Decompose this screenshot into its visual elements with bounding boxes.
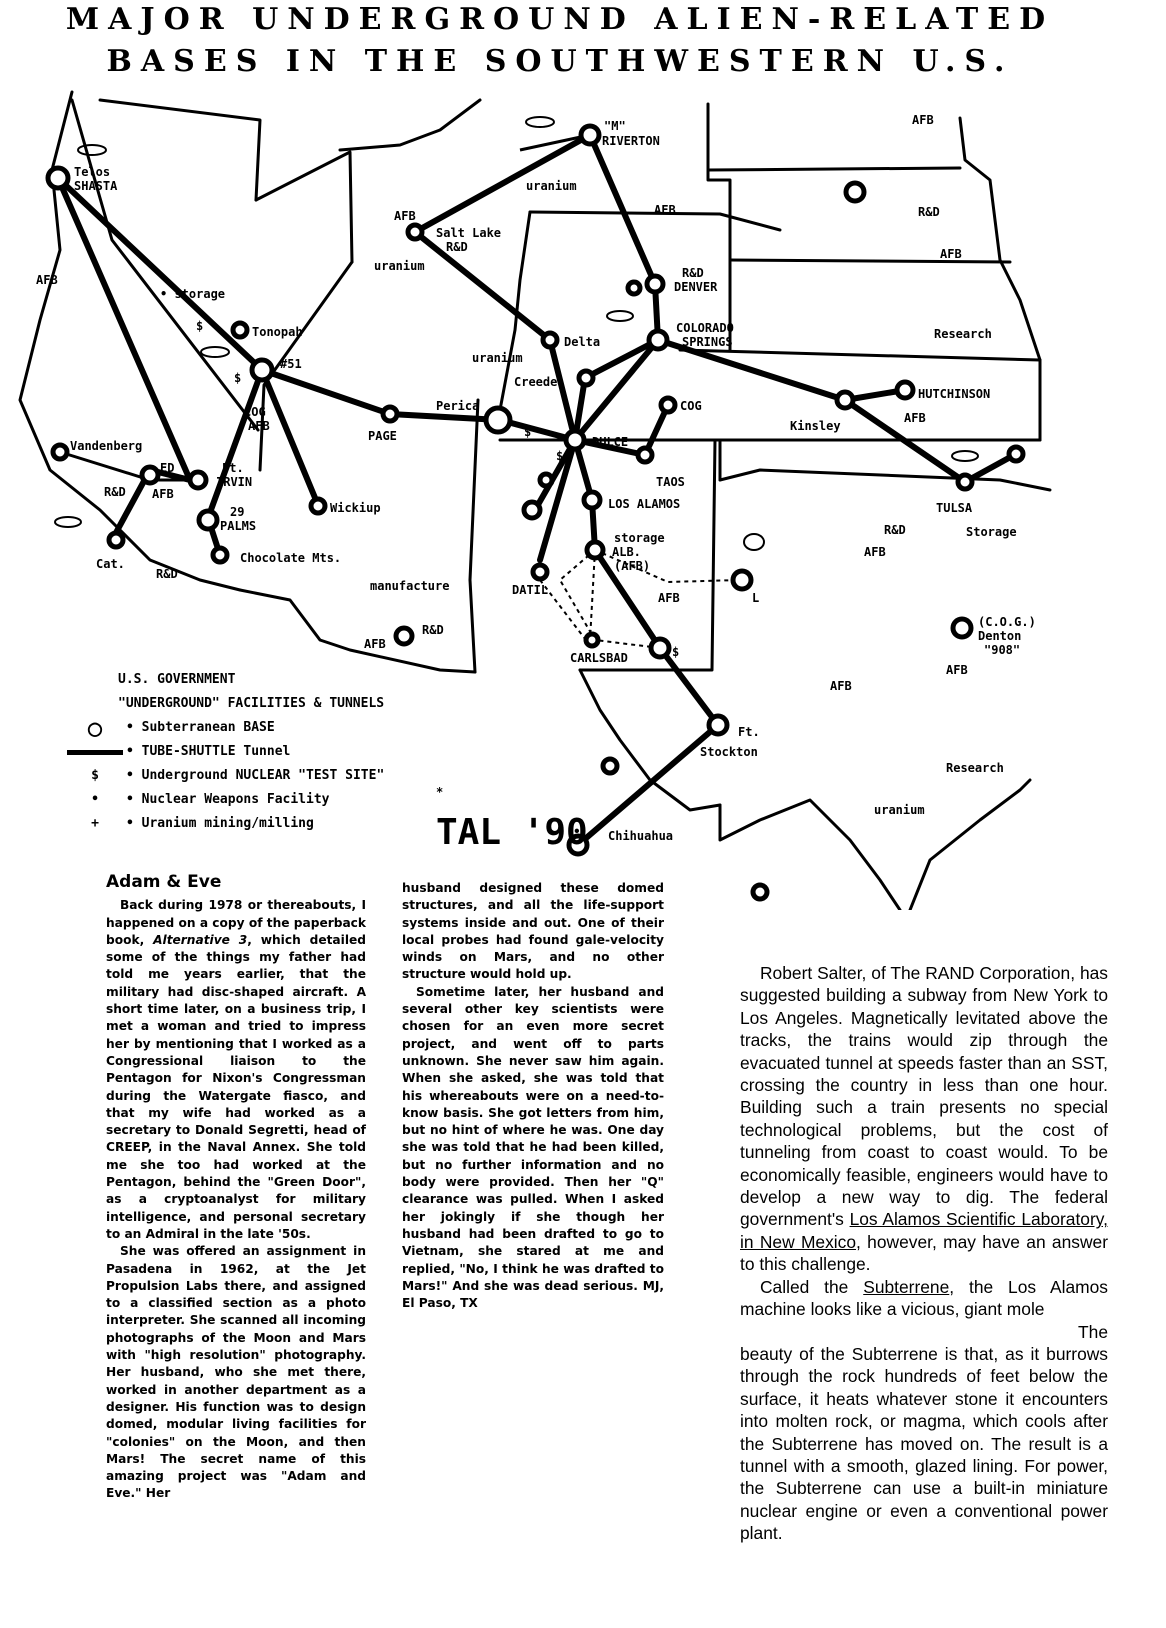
map-label: DENVER: [674, 280, 718, 294]
letter-column-1: [106, 874, 366, 1503]
map-label: DATIL: [512, 583, 549, 597]
letter-paragraph: husband designed these domed structures, and all the life-support systems inside and out. One of their local probes had found gale-velocity winds on Mars, and no other structure would hold up.: [402, 881, 664, 982]
los-alamos-link: Los Alamos Scientific Laboratory, in New Mexico: [740, 1209, 1108, 1252]
map-label: AFB: [940, 247, 962, 261]
map-label: L: [752, 591, 760, 605]
map-label: R&D: [884, 523, 906, 537]
map-label: uranium: [472, 351, 523, 365]
map-label: Ft.: [738, 725, 760, 739]
map-label: SPRINGS: [682, 335, 733, 349]
map-label: (AFB): [614, 559, 651, 573]
map-label: uranium: [526, 179, 577, 193]
map-label: #51: [280, 357, 302, 371]
tunnel-line-icon: [64, 750, 126, 755]
legend-item: [64, 812, 384, 836]
map-label: Research: [946, 761, 1004, 775]
map-label: AFB: [864, 545, 886, 559]
map-legend: [64, 668, 384, 836]
map-label: IRVIN: [216, 475, 253, 489]
map-label: RIVERTON: [602, 134, 660, 148]
map-label: Delta: [564, 335, 601, 349]
map-label: CARLSBAD: [570, 651, 628, 665]
legend-item-label: • Underground NUCLEAR "TEST SITE": [126, 768, 385, 783]
map-label: AFB: [36, 273, 58, 287]
letter-paragraph: Back during 1978 or thereabouts, I happened on a copy of the paperback book, Alternative 3, which detailed some of the things my father had told me years earlier, that the military had disc-shaped aircraft. A short time later, on a business trip, I met a woman and tried to impress her by mentioning that I worked as a Congressional liaison to the Pentagon for Nixon's Congressman during the Watergate fiasco, and that my wife had worked as a secretary to Donald Segretti, head of CREEP, in the Naval Annex. She told me she too had worked at the Pentagon, behind the "Green Door", as a cryptoanalyst for military intelligence, and personal secretary to an Admiral in the late '50s.: [106, 898, 366, 1241]
map-label: LOS ALAMOS: [608, 497, 681, 511]
map-label: PALMS: [220, 519, 257, 533]
legend-item-label: • Nuclear Weapons Facility: [126, 792, 330, 807]
letter-heading: Adam & Eve: [106, 872, 222, 892]
map-label: COLORADO: [676, 321, 734, 335]
nuclear-test-site-icon: $: [234, 371, 242, 385]
map-label: DULCE: [592, 435, 629, 449]
map-label: R&D: [446, 240, 468, 254]
map-label: AFB: [658, 591, 680, 605]
map-label: TAOS: [656, 475, 685, 489]
map-label: AFB: [912, 113, 934, 127]
letter-column-2: [402, 880, 664, 1312]
map-label: R&D: [422, 623, 444, 637]
map-label: Creede: [514, 375, 558, 389]
map-label: • storage: [160, 287, 226, 301]
map-label: uranium: [874, 803, 925, 817]
map-label: SHASTA: [74, 179, 118, 193]
article-paragraph: The: [1078, 1321, 1108, 1342]
map-label: uranium: [374, 259, 425, 273]
map-label: "908": [984, 643, 1021, 657]
map-label: Storage: [966, 525, 1017, 539]
map-label: ED: [160, 461, 175, 475]
map-label: AFB: [394, 209, 416, 223]
article-paragraph: Robert Salter, of The RAND Corporation, has suggested building a subway from New York to Los Angeles. Magnetically levitated above the tracks, the trains would zip through the evacuated tunnel at speeds faster than an SST, crossing the country in less than one hour. Building such a train presents no special technological problems, but the cost of tunneling from coast to coast would. To be economically feasible, engineers would have to develop a new way to dig. The federal government's Los Alamos Scientific Laboratory, in New Mexico, however, may have an answer to this challenge.: [740, 963, 1108, 1275]
legend-item-label: • Uranium mining/milling: [126, 816, 314, 831]
map-label: storage: [614, 531, 665, 545]
article-paragraph: beauty of the Subterrene is that, as it burrows through the rock hundreds of feet below the surface, it heats whatever stone it encounters into molten rock, or magma, which cools after the Subterrene has moved on. The result is a tunnel with a smooth, glazed lining. For power, the Subterrene can use a built-in miniature nuclear engine or even a conventional power plant.: [740, 1343, 1108, 1544]
map-label: R&D: [104, 485, 126, 499]
letter-paragraph: She was offered an assignment in Pasadena in 1962, at the Jet Propulsion Labs there, and assigned to a classified section as a photo interpreter. She scanned all incoming photographs of the Moon and Mars with "high resolution" photography. Her husband, who she met there, worked in another department as a designer. His function was to design domed, modular living facilities for "colonies" on the Moon, and then Mars! The secret name of this amazing project was "Adam and Eve." Her: [106, 1244, 366, 1501]
map-label: Wickiup: [330, 501, 381, 515]
legend-title: U.S. GOVERNMENT: [118, 672, 236, 687]
map-label: TULSA: [936, 501, 973, 515]
map-label: AFB: [946, 663, 968, 677]
legend-item: [64, 764, 384, 788]
map-label: Ft.: [222, 461, 244, 475]
map-label: "M": [604, 119, 626, 133]
legend-subtitle: "UNDERGROUND" FACILITIES & TUNNELS: [118, 696, 385, 711]
article-paragraph: Called the Subterrene, the Los Alamos machine looks like a vicious, giant mole: [740, 1276, 1108, 1320]
map-label: Chihuahua: [608, 829, 674, 843]
nuclear-test-site-icon: $: [524, 425, 532, 439]
legend-item-label: • TUBE-SHUTTLE Tunnel: [126, 744, 291, 759]
map-label: R&D: [918, 205, 940, 219]
star-icon: *: [436, 785, 444, 799]
map-label: COG: [244, 405, 266, 419]
map-label: R&D: [682, 266, 704, 280]
map-label: Vandenberg: [70, 439, 143, 453]
map-label: R&D: [156, 567, 178, 581]
subterrene-link: Subterrene: [863, 1276, 950, 1297]
map-label: Salt Lake: [436, 226, 502, 240]
dollar-icon: $: [91, 768, 99, 783]
map-label: PAGE: [368, 429, 397, 443]
map-label: 29: [230, 505, 245, 519]
base-symbol-icon: ○: [87, 714, 103, 742]
book-title: Alternative 3: [153, 932, 248, 947]
page-title-line-1: MAJOR UNDERGROUND ALIEN-RELATED: [65, 2, 1055, 37]
map-label: AFB: [830, 679, 852, 693]
map-label: Denton: [978, 629, 1022, 643]
article-column: [740, 962, 1108, 1545]
plus-icon: +: [91, 816, 99, 831]
map-label: Stockton: [700, 745, 758, 759]
map-label: Research: [934, 327, 992, 341]
nuclear-test-site-icon: $: [672, 645, 680, 659]
map-label: Perica: [436, 399, 480, 413]
signature: TAL '90: [436, 812, 588, 853]
map-label: AFB: [364, 637, 386, 651]
map-label: COG: [680, 399, 702, 413]
map-label: HUTCHINSON: [918, 387, 991, 401]
map-label: ALB.: [612, 545, 641, 559]
map-label: AFB: [248, 419, 270, 433]
map-label: Tonopah: [252, 325, 303, 339]
dot-icon: •: [91, 792, 99, 807]
map-label: Cat.: [96, 557, 125, 571]
letter-paragraph: Sometime later, her husband and several other key scientists were chosen for an even more secret project, and went off to parts unknown. She never saw him again. When she asked, she was told that his whereabouts were on a need-to-know basis. She got letters from him, but no hint of where he was. One day she was told that he had been killed, but no further information and no body were provided. Then her "Q" clearance was pulled. When I asked her jokingly if she though her husband had been drafted to go to Vietnam, she stared at me and replied, "No, I think he was drafted to Mars!" And she was dead serious. MJ, El Paso, TX: [402, 984, 664, 1311]
legend-item-label: • Subterranean BASE: [126, 720, 275, 735]
map-label: AFB: [152, 487, 174, 501]
map-label: Chocolate Mts.: [240, 551, 342, 565]
legend-item: [64, 788, 384, 812]
map-label: Telos: [74, 165, 111, 179]
map-label: manufacture: [370, 579, 450, 593]
nuclear-test-site-icon: $: [196, 319, 204, 333]
map-label: AFB: [654, 203, 676, 217]
map-label: Kinsley: [790, 419, 841, 433]
map-label: (C.O.G.): [978, 615, 1036, 629]
map-label: AFB: [904, 411, 926, 425]
legend-item: [64, 740, 384, 764]
page-title-line-2: BASES IN THE SOUTHWESTERN U.S.: [106, 44, 1014, 79]
nuclear-test-site-icon: $: [556, 449, 564, 463]
legend-item: [64, 716, 384, 740]
